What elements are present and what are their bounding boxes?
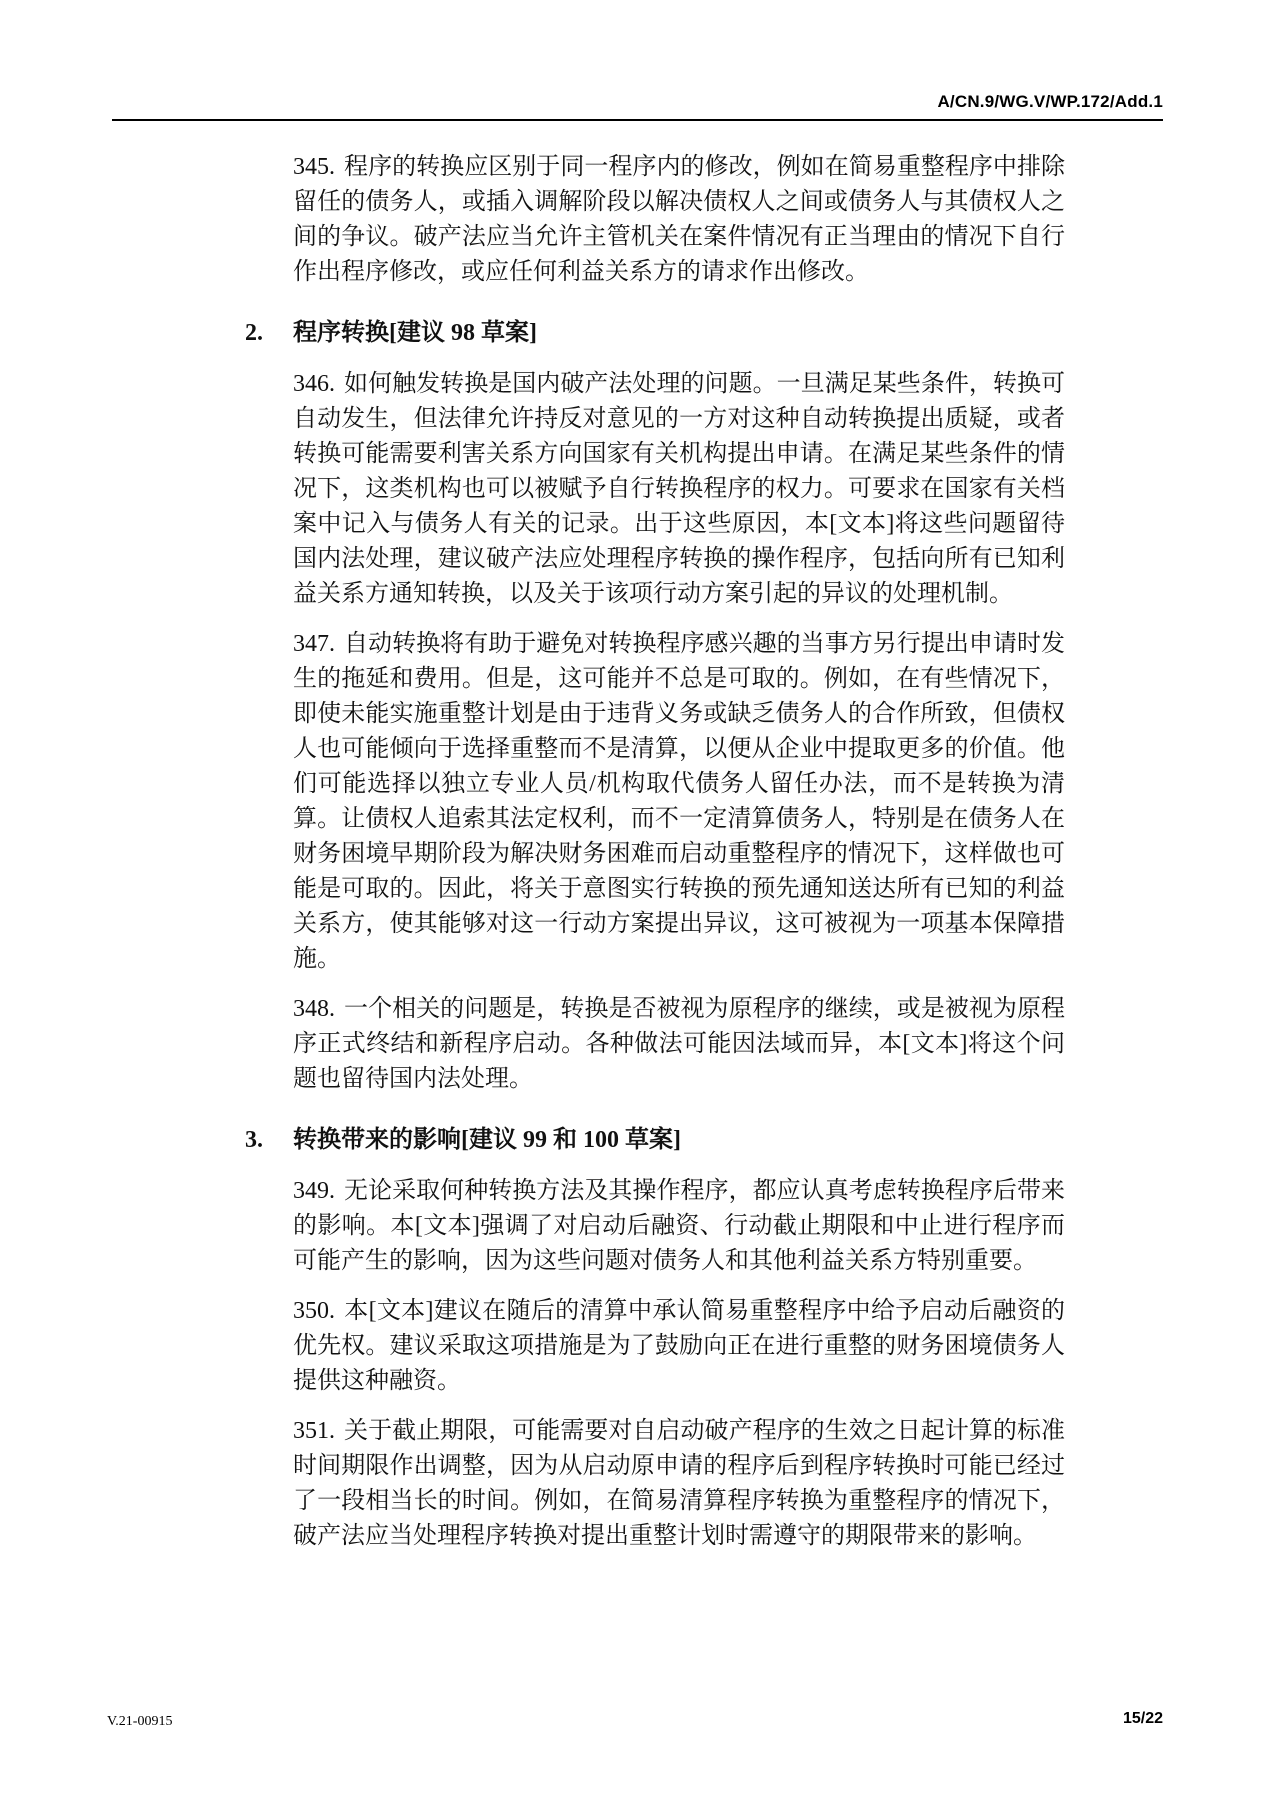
paragraph-number: 346. [293,371,335,397]
job-number: V.21-00915 [107,1714,173,1729]
paragraph-text: 本[文本]建议在随后的清算中承认简易重整程序中给予启动后融资的优先权。建议采取这项措施是为了鼓励向正在进行重整的财务困境债务人提供这种融资。 [293,1298,1065,1394]
section-heading-3 [245,1123,1065,1158]
paragraph-350 [293,1294,1065,1399]
paragraph-349 [293,1174,1065,1279]
paragraph-text: 自动转换将有助于避免对转换程序感兴趣的当事方另行提出申请时发生的拖延和费用。但是，这可能并不总是可取的。例如，在有些情况下，即使未能实施重整计划是由于违背义务或缺乏债务人的合作所致，但债权人也可能倾向于选择重整而不是清算，以便从企业中提取更多的价值。他们可能选择以独立专业人员/机构取代债务人留任办法，而不是转换为清算。让债权人追索其法定权利，而不一定清算债务人，特别是在债务人在财务困境早期阶段为解决财务困难而启动重整程序的情况下，这样做也可能是可取的。因此，将关于意图实行转换的预先通知送达所有已知的利益关系方，使其能够对这一行动方案提出异议，这可被视为一项基本保障措施。 [293,631,1065,972]
paragraph-text: 关于截止期限，可能需要对自启动破产程序的生效之日起计算的标准时间期限作出调整，因为从启动原申请的程序后到程序转换时可能已经过了一段相当长的时间。例如，在简易清算程序转换为重整程序的情况下，破产法应当处理程序转换对提出重整计划时需遵守的期限带来的影响。 [293,1418,1065,1549]
paragraph-number: 348. [293,996,335,1022]
section-number: 3. [245,1127,263,1153]
paragraph-347 [293,627,1065,977]
section-number: 2. [245,320,263,346]
paragraph-345 [293,150,1065,290]
paragraph-number: 345. [293,154,335,180]
paragraph-text: 如何触发转换是国内破产法处理的问题。一旦满足某些条件，转换可自动发生，但法律允许持反对意见的一方对这种自动转换提出质疑，或者转换可能需要利害关系方向国家有关机构提出申请。在满足某些条件的情况下，这类机构也可以被赋予自行转换程序的权力。可要求在国家有关档案中记入与债务人有关的记录。出于这些原因，本[文本]将这些问题留待国内法处理，建议破产法应处理程序转换的操作程序，包括向所有已知利益关系方通知转换，以及关于该项行动方案引起的异议的处理机制。 [293,371,1065,607]
paragraph-text: 无论采取何种转换方法及其操作程序，都应认真考虑转换程序后带来的影响。本[文本]强调了对启动后融资、行动截止期限和中止进行程序而可能产生的影响，因为这些问题对债务人和其他利益关系方特别重要。 [293,1178,1065,1274]
paragraph-text: 程序的转换应区别于同一程序内的修改，例如在简易重整程序中排除留任的债务人，或插入调解阶段以解决债权人之间或债务人与其债权人之间的争议。破产法应当允许主管机关在案件情况有正当理由的情况下自行作出程序修改，或应任何利益关系方的请求作出修改。 [293,154,1065,285]
paragraph-number: 347. [293,631,335,657]
document-body [245,150,1065,1569]
paragraph-number: 349. [293,1178,335,1204]
paragraph-351 [293,1414,1065,1554]
section-title: 程序转换[建议 98 草案] [293,320,537,346]
paragraph-348 [293,992,1065,1097]
section-title: 转换带来的影响[建议 99 和 100 草案] [293,1127,681,1153]
paragraph-346 [293,367,1065,612]
document-symbol: A/CN.9/WG.V/WP.172/Add.1 [937,92,1163,111]
paragraph-text: 一个相关的问题是，转换是否被视为原程序的继续，或是被视为原程序正式终结和新程序启动。各种做法可能因法域而异，本[文本]将这个问题也留待国内法处理。 [293,996,1065,1092]
paragraph-number: 350. [293,1298,335,1324]
section-heading-2 [245,316,1065,351]
page-number: 15/22 [1122,1710,1163,1727]
paragraph-number: 351. [293,1418,335,1444]
page-header [112,0,1163,121]
